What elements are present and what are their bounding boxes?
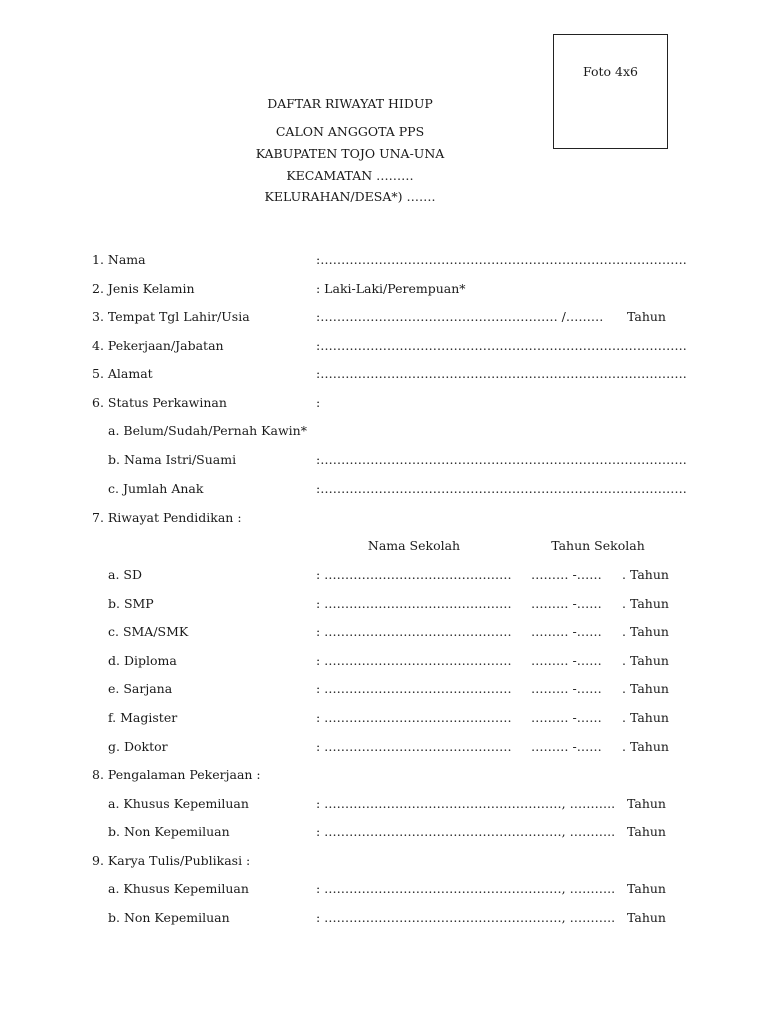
publication-row-value: : …………………………………………………, ……….. — [316, 881, 616, 896]
education-row-label: d. Diploma — [108, 653, 177, 668]
regency-line: KABUPATEN TOJO UNA-UNA — [255, 146, 445, 161]
field-alamat-label: 5. Alamat — [92, 366, 153, 381]
photo-label: Foto 4x6 — [583, 64, 638, 79]
education-row-school: : ……………………………………… — [316, 739, 512, 754]
field-status-value: : — [316, 395, 321, 410]
field-status-b-label: b. Nama Istri/Suami — [108, 452, 237, 467]
field-jenis-kelamin-label: 2. Jenis Kelamin — [92, 281, 195, 296]
education-row-years: ……… -…… — [531, 567, 602, 582]
field-pekerjaan-label: 4. Pekerjaan/Jabatan — [92, 338, 224, 353]
field-status-c-label: c. Jumlah Anak — [108, 481, 204, 496]
publication-row-label: a. Khusus Kepemiluan — [108, 881, 249, 896]
education-row-school: : ……………………………………… — [316, 596, 512, 611]
education-row-years: ……… -…… — [531, 710, 602, 725]
education-row-suffix: . Tahun — [622, 624, 669, 639]
education-row-years: ……… -…… — [531, 624, 602, 639]
publication-row-suffix: Tahun — [627, 910, 666, 925]
education-row-label: a. SD — [108, 567, 142, 582]
field-ttl-label: 3. Tempat Tgl Lahir/Usia — [92, 309, 250, 324]
education-row-suffix: . Tahun — [622, 739, 669, 754]
work-row-value: : …………………………………………………, ……….. — [316, 796, 616, 811]
photo-box — [553, 34, 668, 149]
education-row-label: e. Sarjana — [108, 681, 173, 696]
education-row-years: ……… -…… — [531, 681, 602, 696]
education-row-school: : ……………………………………… — [316, 681, 512, 696]
education-col-school: Nama Sekolah — [367, 538, 461, 553]
education-row-label: b. SMP — [108, 596, 154, 611]
field-status-label: 6. Status Perkawinan — [92, 395, 227, 410]
work-row-suffix: Tahun — [627, 824, 666, 839]
publication-row-value: : …………………………………………………, ……….. — [316, 910, 616, 925]
publication-section-label: 9. Karya Tulis/Publikasi : — [92, 853, 251, 868]
education-row-years: ……… -…… — [531, 596, 602, 611]
education-row-suffix: . Tahun — [622, 567, 669, 582]
field-ttl-value: :………………………………………………… /……… — [316, 309, 604, 324]
education-row-school: : ……………………………………… — [316, 567, 512, 582]
education-row-years: ……… -…… — [531, 739, 602, 754]
education-row-school: : ……………………………………… — [316, 624, 512, 639]
document-title: DAFTAR RIWAYAT HIDUP — [267, 96, 433, 111]
education-col-year: Tahun Sekolah — [551, 538, 645, 553]
work-row-suffix: Tahun — [627, 796, 666, 811]
education-row-suffix: . Tahun — [622, 653, 669, 668]
education-row-suffix: . Tahun — [622, 681, 669, 696]
education-row-school: : ……………………………………… — [316, 710, 512, 725]
field-status-b-value: :……………………………………………………………………………. — [316, 452, 687, 467]
field-status-c-value: :……………………………………………………………………………. — [316, 481, 687, 496]
education-row-label: g. Doktor — [108, 739, 168, 754]
field-alamat-value: :……………………………………………………………………………. — [316, 366, 687, 381]
education-row-label: c. SMA/SMK — [108, 624, 189, 639]
education-row-label: f. Magister — [108, 710, 178, 725]
work-row-label: a. Khusus Kepemiluan — [108, 796, 249, 811]
education-row-suffix: . Tahun — [622, 596, 669, 611]
document-subtitle: CALON ANGGOTA PPS — [275, 124, 425, 139]
education-row-suffix: . Tahun — [622, 710, 669, 725]
field-nama-label: 1. Nama — [92, 252, 146, 267]
field-status-a-label: a. Belum/Sudah/Pernah Kawin* — [108, 423, 307, 438]
field-pekerjaan-value: :……………………………………………………………………………. — [316, 338, 687, 353]
field-nama-value: :……………………………………………………………………………. — [316, 252, 687, 267]
education-row-school: : ……………………………………… — [316, 653, 512, 668]
publication-row-suffix: Tahun — [627, 881, 666, 896]
field-ttl-suffix: Tahun — [627, 309, 666, 324]
work-section-label: 8. Pengalaman Pekerjaan : — [92, 767, 261, 782]
village-line: KELURAHAN/DESA*) ……. — [264, 189, 436, 204]
publication-row-label: b. Non Kepemiluan — [108, 910, 230, 925]
field-jenis-kelamin-value: : Laki-Laki/Perempuan* — [316, 281, 466, 296]
education-row-years: ……… -…… — [531, 653, 602, 668]
work-row-label: b. Non Kepemiluan — [108, 824, 230, 839]
education-section-label: 7. Riwayat Pendidikan : — [92, 510, 242, 525]
district-line: KECAMATAN ……… — [286, 168, 414, 183]
work-row-value: : …………………………………………………, ……….. — [316, 824, 616, 839]
